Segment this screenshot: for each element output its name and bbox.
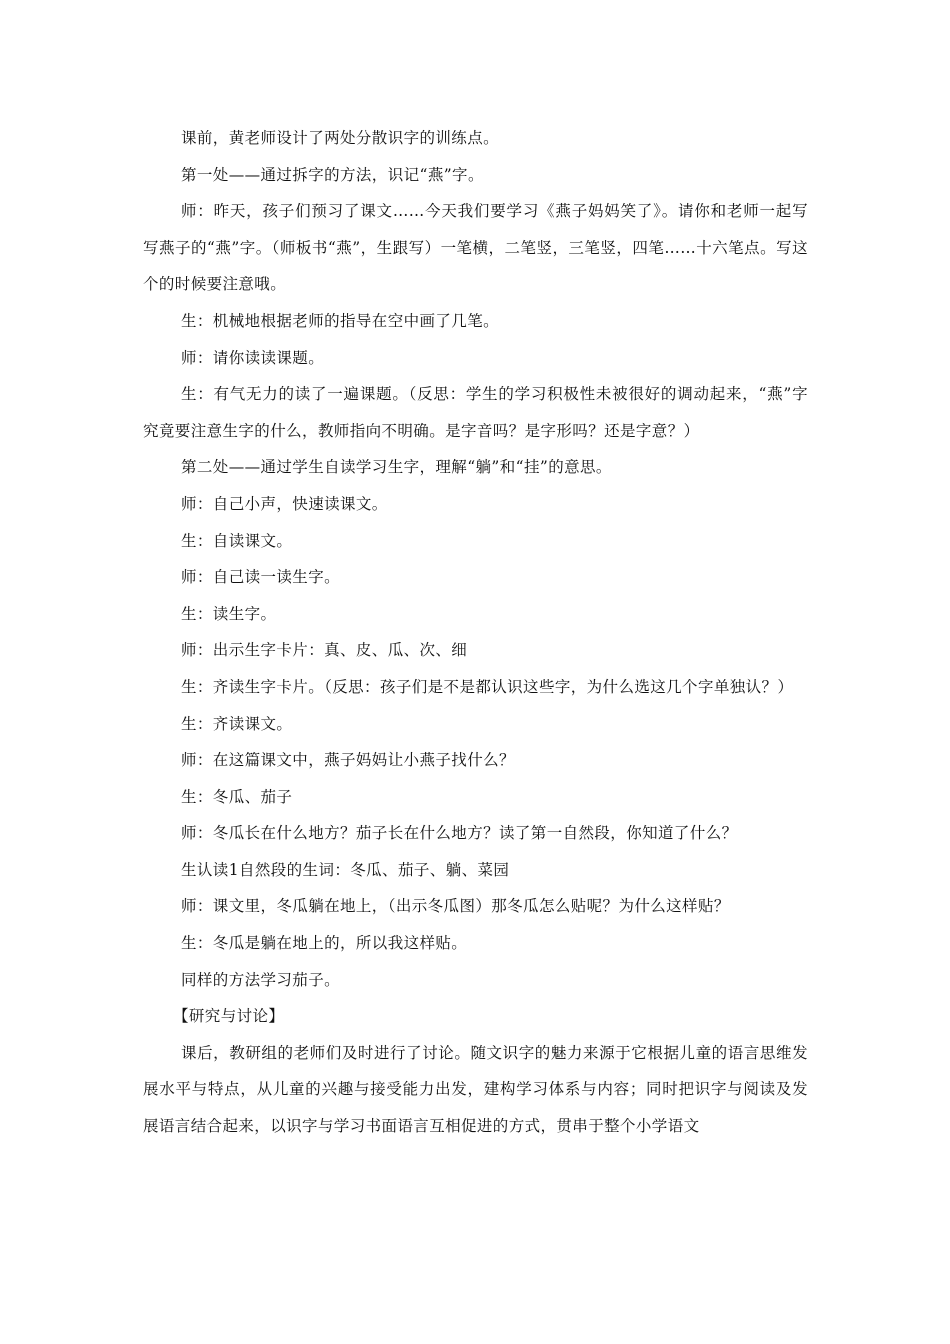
paragraph-student-mechanical: 生：机械地根据老师的指导在空中画了几笔。 bbox=[181, 311, 500, 330]
paragraph-first-point: 第一处——通过拆字的方法，识记“燕”字。 bbox=[181, 165, 484, 184]
paragraph-student-reflection-1: 生：有气无力的读了一遍课题。（反思：学生的学习积极性未被很好的调动起来，“燕”字究竟要注意生字的什么，教师指向不明确。是字音吗？是字形吗？还是字意？） bbox=[143, 385, 808, 440]
paragraph-student-paste: 生：冬瓜是躺在地上的，所以我这样贴。 bbox=[181, 934, 468, 953]
paragraph-student-reflection-2: 生：齐读生字卡片。（反思：孩子们是不是都认识这些字，为什么选这几个字单独认？） bbox=[181, 677, 794, 696]
paragraph-teacher-read-title: 师：请你读读课题。 bbox=[181, 348, 325, 367]
paragraph-teacher-cards: 师：出示生字卡片：真、皮、瓜、次、细 bbox=[181, 641, 468, 660]
paragraph-same-method: 同样的方法学习茄子。 bbox=[181, 970, 341, 989]
paragraph-student-self-read: 生：自读课文。 bbox=[181, 531, 293, 550]
paragraph-teacher-yesterday: 师：昨天，孩子们预习了课文……今天我们要学习《燕子妈妈笑了》。请你和老师一起写写燕子的“燕”字。（师板书“燕”，生跟写）一笔横，二笔竖，三笔竖，四笔……十六笔点。写这个的时候要注意哦。 bbox=[143, 202, 808, 294]
paragraph-student-words: 生认读1自然段的生词：冬瓜、茄子、躺、菜园 bbox=[181, 860, 510, 879]
paragraph-second-point: 第二处——通过学生自读学习生字，理解“躺”和“挂”的意思。 bbox=[181, 458, 612, 477]
paragraph-discussion: 课后，教研组的老师们及时进行了讨论。随文识字的魅力来源于它根据儿童的语言思维发展水平与特点，从儿童的兴趣与接受能力出发，建构学习体系与内容；同时把识字与阅读及发展语言结合起来，以识字与学习书面语言互相促进的方式，贯串于整个小学语文 bbox=[143, 1043, 808, 1136]
paragraph-student-read-together: 生：齐读课文。 bbox=[181, 714, 293, 733]
paragraph-teacher-question: 师：在这篇课文中，燕子妈妈让小燕子找什么？ bbox=[181, 751, 515, 770]
section-heading: 【研究与讨论】 bbox=[173, 1007, 285, 1026]
document-body bbox=[143, 120, 808, 1145]
paragraph-teacher-read-text: 师：自己小声，快速读课文。 bbox=[181, 494, 388, 513]
paragraph-student-read-chars: 生：读生字。 bbox=[181, 604, 277, 623]
paragraph-student-answer: 生：冬瓜、茄子 bbox=[181, 787, 293, 806]
paragraph-teacher-read-chars: 师：自己读一读生字。 bbox=[181, 568, 341, 587]
paragraph-teacher-where: 师：冬瓜长在什么地方？茄子长在什么地方？读了第一自然段，你知道了什么？ bbox=[181, 824, 738, 843]
paragraph-intro: 课前，黄老师设计了两处分散识字的训练点。 bbox=[181, 129, 500, 147]
paragraph-teacher-picture: 师：课文里，冬瓜躺在地上，（出示冬瓜图）那冬瓜怎么贴呢？为什么这样贴？ bbox=[181, 897, 730, 916]
